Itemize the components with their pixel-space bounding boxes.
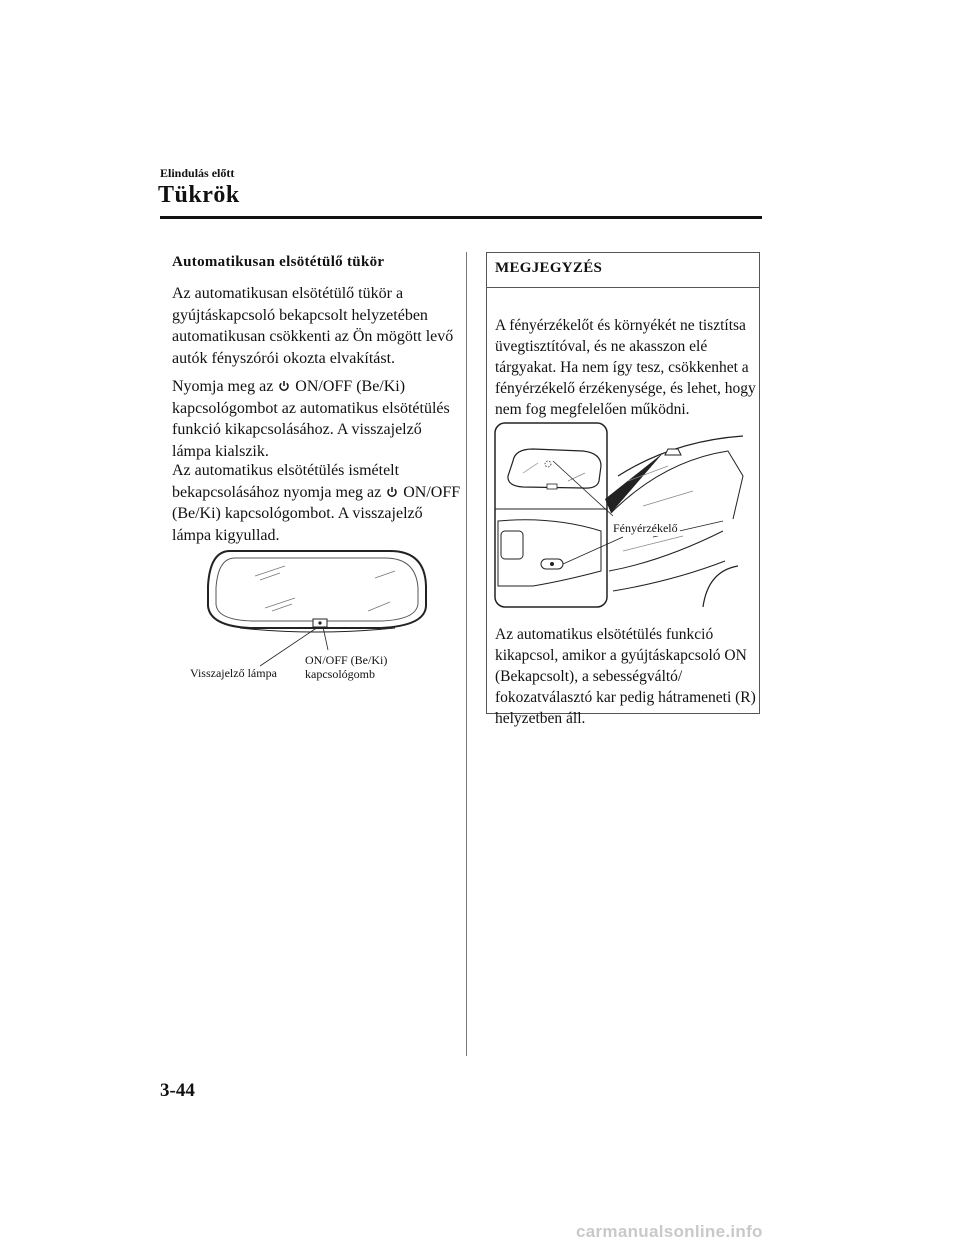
note-heading: MEGJEGYZÉS [495,260,603,276]
note-rule [487,287,759,288]
para3-end: ON/OFF (Be/Ki) kapcsológombot. A visszajelző lámpa kigyullad. [172,483,461,544]
column-divider [466,252,467,1056]
on-off-switch-label [305,653,387,681]
note-paragraph-1: A fényérzékelőt és környékét ne tisztítsa üvegtisztítóval, és ne akasszon elé tárgyakat. Ha nem így tesz, csökkenhet a fényérzékelő érzékenysége, és lehet, hogy nem fog megfelelően működni. [495,317,756,418]
light-sensor-label: Fényérzékelő [613,521,678,535]
switch-on-paragraph [172,460,462,546]
switch-label-line1: ON/OFF (Be/Ki) [305,653,388,667]
note-box [486,252,760,727]
switch-off-paragraph [172,376,462,462]
indicator-lamp-label: Visszajelző lámpa [190,666,277,680]
power-icon [278,380,290,392]
section-label: Elindulás előtt [160,166,235,180]
para2-start: Nyomja meg az [172,378,274,395]
switch-label-line2: kapcsológomb [305,667,375,681]
power-icon [386,486,398,498]
sensor-illustration [493,421,751,611]
page-title: Tükrök [158,182,240,208]
title-rule [160,216,762,219]
para3-start: Az automatikus elsötétülés ismételt bekapcsolásához nyomja meg az [172,462,400,501]
intro-paragraph: Az automatikusan elsötétülő tükör a gyújtáskapcsoló bekapcsolt helyzetében automatikusan csökkenti az Ön mögött levő autók fényszórói okozta elvakítást. [172,285,454,367]
section-subheading: Automatikusan elsötétülő tükör [172,254,385,270]
watermark: carmanualsonline.info [576,1222,763,1241]
note-paragraph-2: Az automatikus elsötétülés funkció kikapcsol, amikor a gyújtáskapcsoló ON (Bekapcsolt), a sebességváltó/ fokozatválasztó kar pedig hátrameneti (R) helyzetben áll. [495,626,756,727]
page-number: 3-44 [160,1080,195,1101]
para2-end: ON/OFF (Be/Ki) kapcsológombot az automatikus elsötétülés funkció kikapcsolásához. A visszajelző lámpa kialszik. [172,378,450,460]
